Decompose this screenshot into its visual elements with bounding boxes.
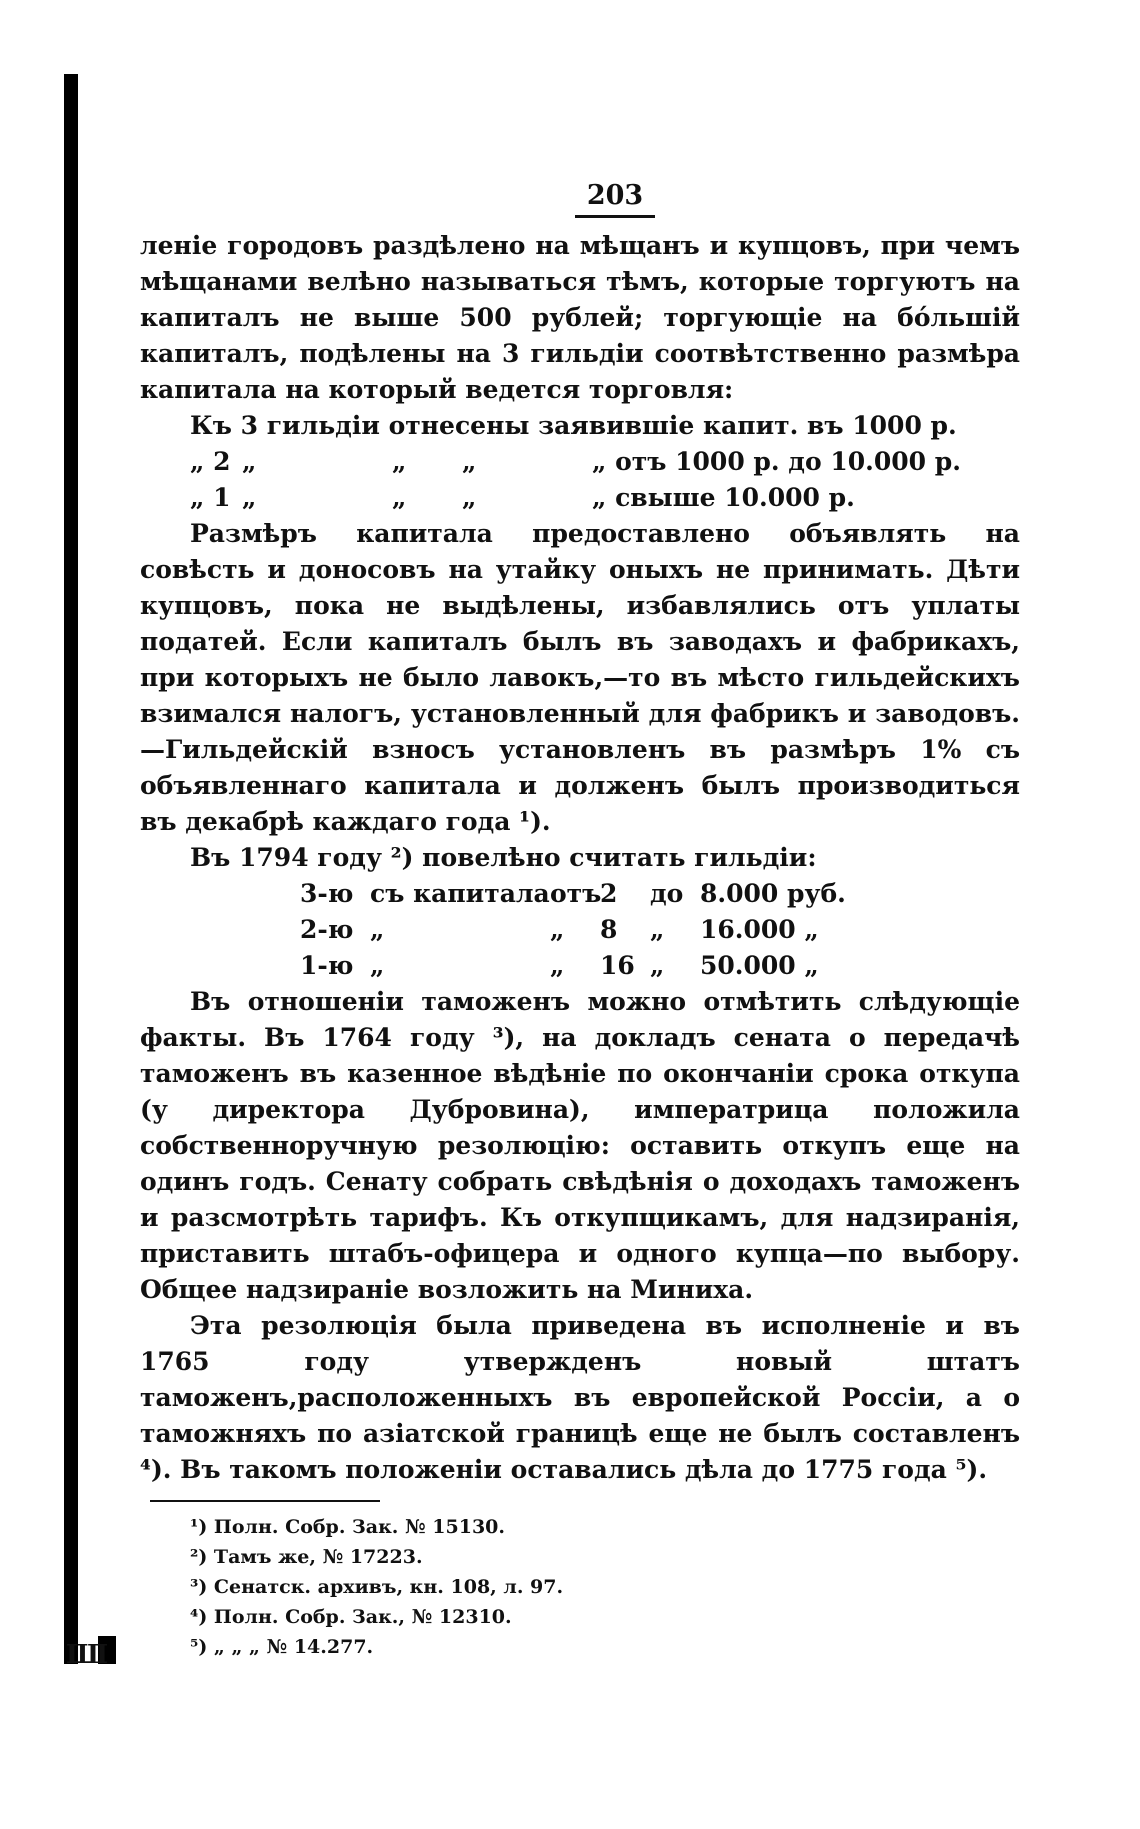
guild-1794-row-2: 2-ю „ „ 8 „ 16.000 „	[300, 915, 819, 944]
footnote-3: ³) Сенатск. архивъ, кн. 108, л. 97.	[190, 1576, 564, 1598]
footnote-rule	[150, 1500, 380, 1502]
paragraph-customs: Въ отношеніи таможенъ можно отмѣтить слѣдующіе факты. Въ 1764 году ³), на докладъ сената о передачѣ таможенъ въ казенное вѣдѣніе по окончаніи срока откупа (у директора Дубровина), императрица положила собственноручную резолюцію: оставить откупъ еще на одинъ годъ. Сенату собрать свѣдѣнія о доходахъ таможенъ и разсмотрѣть тарифъ. Къ откупщикамъ, для надзиранія, приставить штабъ-офицера и одного купца—по выбору. Общее надзираніе возложить на Миниха.	[140, 987, 1020, 1304]
scan-mark: ШI	[66, 1640, 106, 1670]
page-number-rule	[575, 215, 655, 218]
guild-list-1775	[140, 408, 1020, 516]
page-number: 203	[586, 180, 644, 211]
paragraph-guild-intro: леніе городовъ раздѣлено на мѣщанъ и купцовъ, при чемъ мѣщанами велѣно называться тѣмъ, которые торгуютъ на капиталъ не выше 500 рублей; торгующіе на бо́льшій капиталъ, подѣлены на 3 гильдіи соотвѣтственно размѣра капитала на который ведется торговля:	[140, 231, 1020, 404]
footnote-2: ²) Тамъ же, № 17223.	[190, 1546, 423, 1568]
guild-1794-row-3: 3-ю съ капитала отъ 2 до 8.000 руб.	[300, 879, 846, 908]
footnote-5: ⁵) „ „ „ № 14.277.	[190, 1636, 374, 1658]
scan-edge-bar	[64, 74, 78, 1664]
paragraph-capital-declaration: Размѣръ капитала предоставлено объявлять на совѣсть и доносовъ на утайку оныхъ не принимать. Дѣти купцовъ, пока не выдѣлены, избавлялись отъ уплаты податей. Если капиталъ былъ въ заводахъ и фабрикахъ, при которыхъ не было лавокъ,—то въ мѣсто гильдейскихъ взимался налогъ, установленный для фабрикъ и заводовъ.—Гильдейскій взносъ установленъ въ размѣръ 1% съ объявленнаго капитала и долженъ былъ производиться въ декабрѣ каждаго года ¹).	[140, 519, 1020, 836]
paragraph-resolution: Эта резолюція была приведена въ исполненіе и въ 1765 году утвержденъ новый штатъ таможенъ,расположенныхъ въ европейской Россіи, а о таможняхъ по азіатской границѣ еще не былъ составленъ ⁴). Въ такомъ положеніи оставались дѣла до 1775 года ⁵).	[140, 1311, 1020, 1484]
guild-list-1794	[140, 876, 1020, 984]
footnote-1: ¹) Полн. Собр. Зак. № 15130.	[190, 1516, 506, 1538]
guild-row-3: Къ 3 гильдіи отнесены заявившіе капит. въ 1000 р.	[190, 411, 957, 440]
guild-row-2: „ 2 „ „ „ „ отъ 1000 р. до 10.000 р.	[190, 447, 961, 476]
guild-1794-row-1: 1-ю „ „ 16 „ 50.000 „	[300, 951, 819, 980]
paragraph-1794: Въ 1794 году ²) повелѣно считать гильдіи:	[190, 843, 817, 872]
page-content	[140, 180, 1020, 1662]
footnotes	[140, 1512, 1020, 1662]
guild-row-1: „ 1 „ „ „ „ свыше 10.000 р.	[190, 483, 855, 512]
footnote-4: ⁴) Полн. Собр. Зак., № 12310.	[190, 1606, 512, 1628]
